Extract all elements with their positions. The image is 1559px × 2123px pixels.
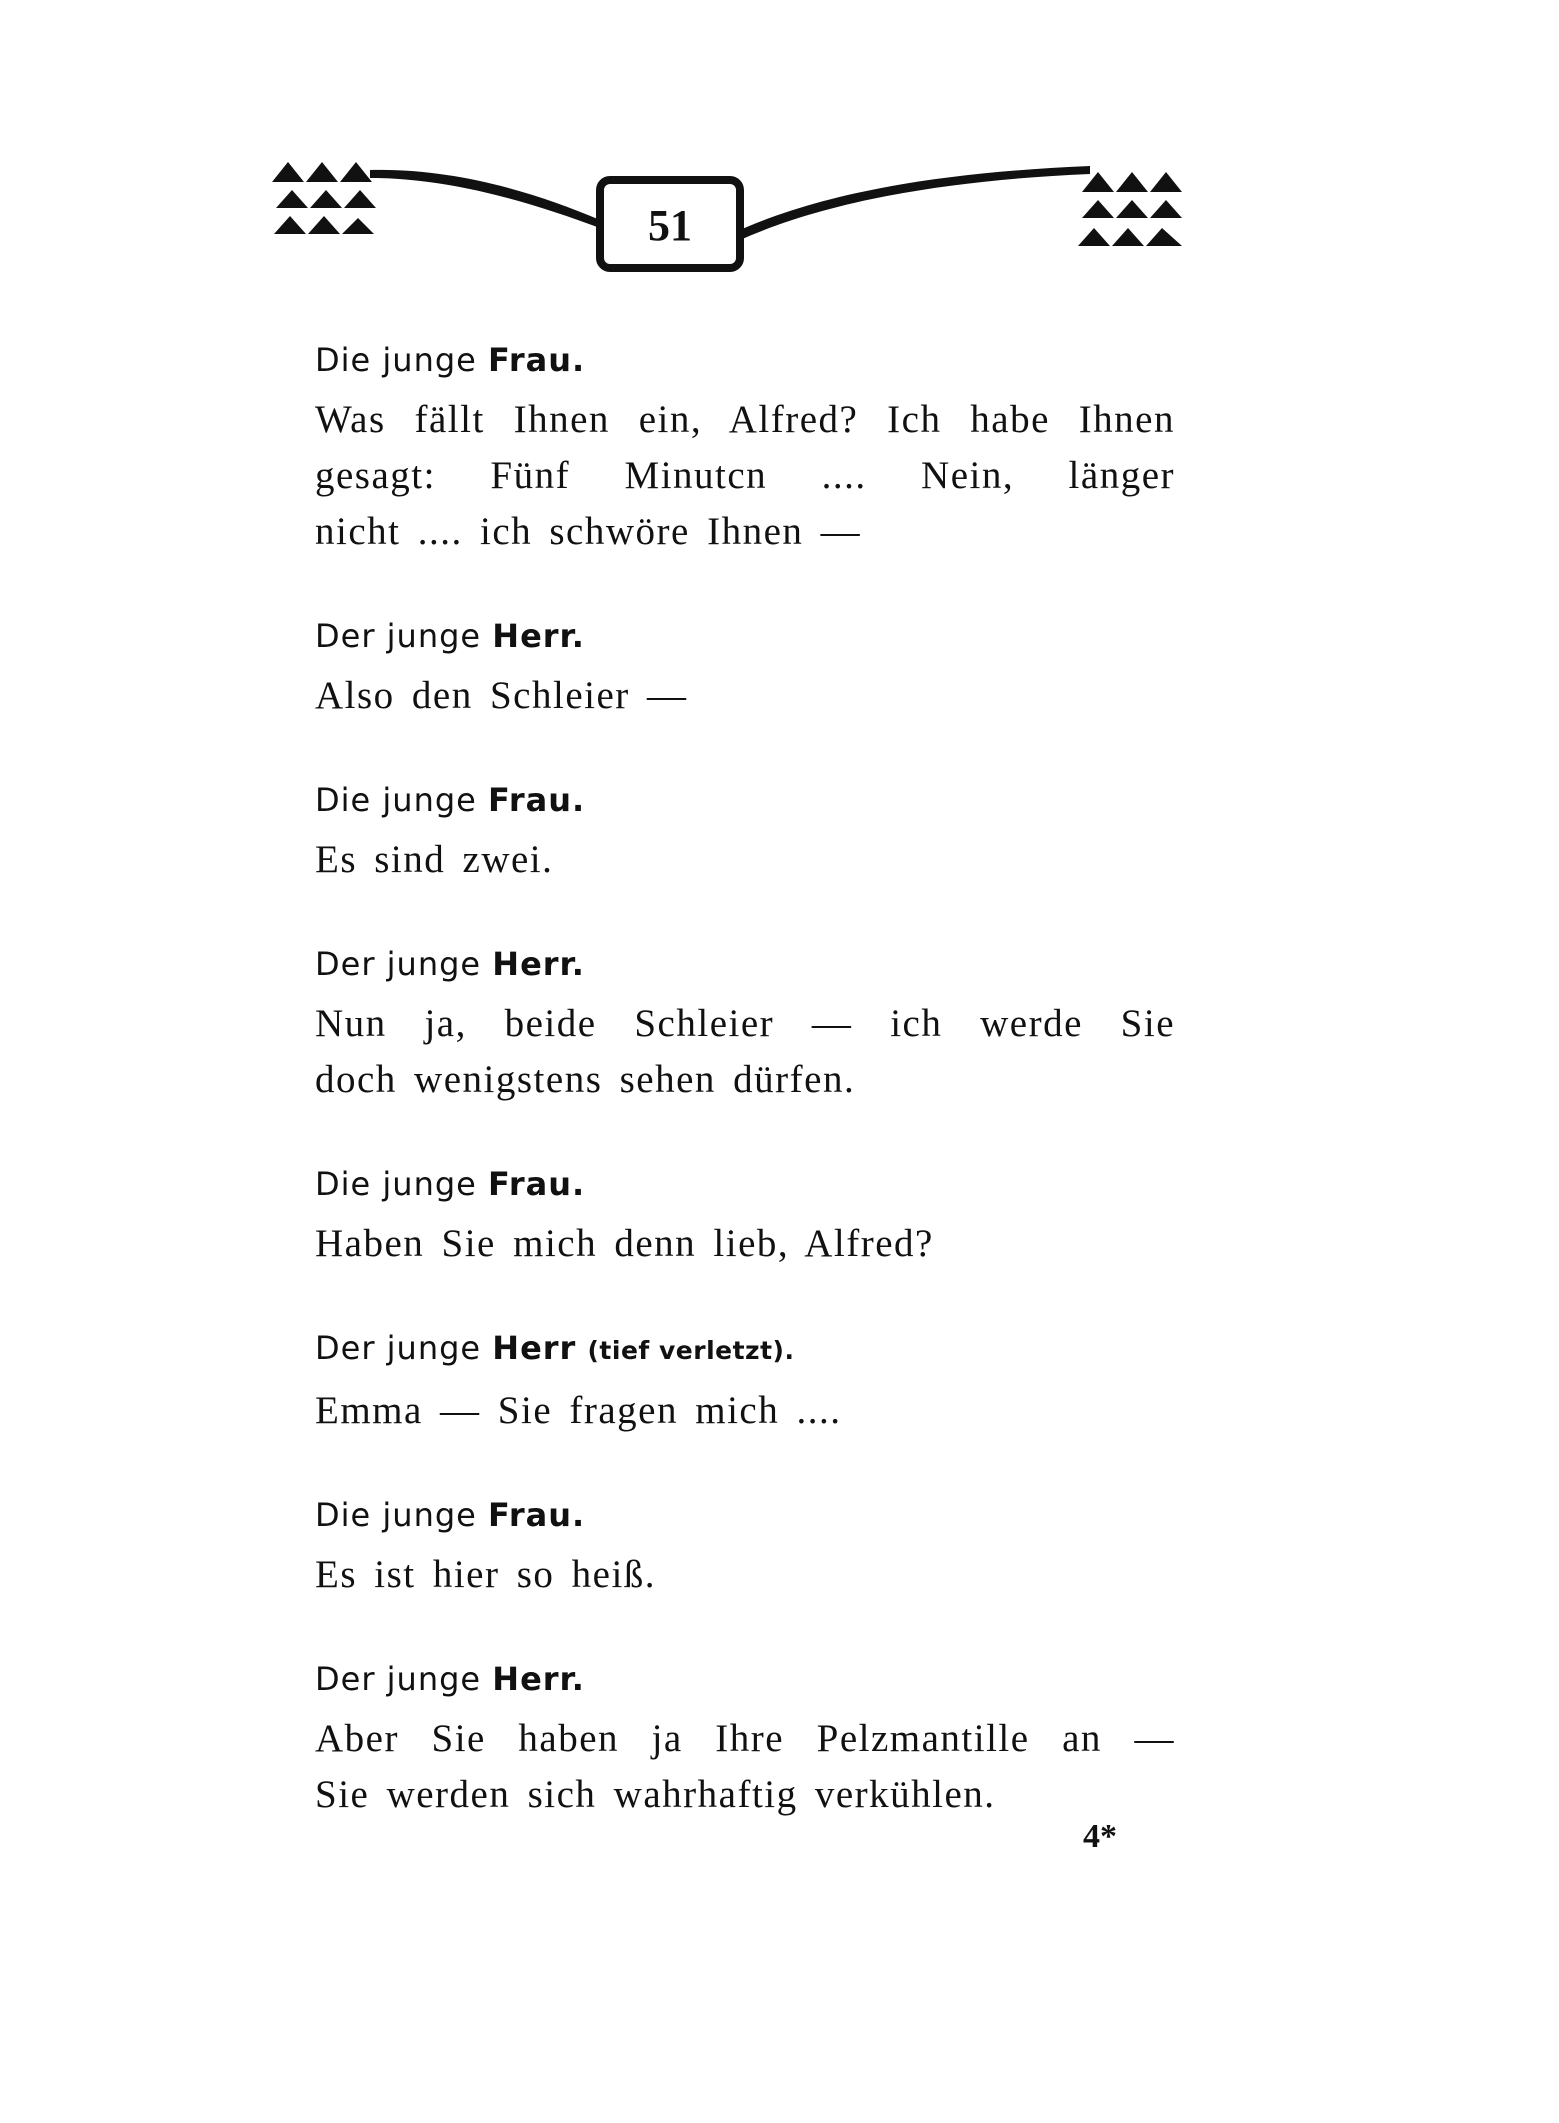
- speaker-prefix: Der junge: [315, 945, 493, 983]
- speaker-prefix: Die junge: [315, 781, 489, 819]
- dialogue-line: doch wenigstens sehen dürfen.: [315, 1058, 856, 1101]
- speaker-name: Herr: [492, 1329, 577, 1367]
- dialogue-line: Also den Schleier —: [315, 674, 688, 717]
- speaker-name: Frau.: [488, 1496, 586, 1534]
- speaker-prefix: Der junge: [315, 1329, 493, 1367]
- dialogue-line: Sie werden sich wahrhaftig verkühlen.: [315, 1773, 996, 1816]
- speaker-prefix: Die junge: [315, 1496, 489, 1534]
- speaker-label: [315, 1495, 1175, 1535]
- speaker-label: [315, 780, 1175, 820]
- dialogue-block-8: [315, 1659, 1175, 1823]
- speaker-prefix: Der junge: [315, 1660, 493, 1698]
- dialogue-line: gesagt: Fünf Minutcn .... Nein, länger: [315, 454, 1175, 497]
- page-number: 51: [648, 201, 692, 250]
- dialogue-line: Nun ja, beide Schleier — ich werde Sie: [315, 1002, 1175, 1045]
- dialogue-block-6: [315, 1328, 1175, 1439]
- stage-direction: (tief verletzt).: [587, 1336, 795, 1365]
- dialogue-block-4: [315, 944, 1175, 1108]
- dialogue-text: [315, 340, 1175, 1879]
- dialogue-line: Haben Sie mich denn lieb, Alfred?: [315, 1222, 934, 1265]
- speaker-name: Herr.: [492, 617, 585, 655]
- speaker-name: Frau.: [488, 341, 586, 379]
- dialogue-block-7: [315, 1495, 1175, 1603]
- dialogue-line: nicht .... ich schwöre Ihnen —: [315, 510, 862, 553]
- ornament-graphic: [270, 160, 1230, 280]
- dialogue-line: Es sind zwei.: [315, 838, 554, 881]
- right-swoosh-line: [740, 166, 1090, 240]
- dialogue-line: Emma — Sie fragen mich ....: [315, 1389, 842, 1432]
- speaker-name: Herr.: [492, 945, 585, 983]
- speaker-label: [315, 1164, 1175, 1204]
- speaker-name: Herr.: [492, 1660, 585, 1698]
- page-header-ornament: [270, 160, 1230, 280]
- speaker-prefix: Der junge: [315, 617, 493, 655]
- dialogue-block-5: [315, 1164, 1175, 1272]
- speaker-prefix: Die junge: [315, 1165, 489, 1203]
- dialogue-block-1: [315, 340, 1175, 560]
- dialogue-line: Aber Sie haben ja Ihre Pelzmantille an —: [315, 1717, 1175, 1760]
- speaker-label: [315, 1659, 1175, 1699]
- speaker-label: [315, 1328, 1175, 1371]
- left-triangle-cluster-icon: [272, 162, 376, 234]
- right-triangle-cluster-icon: [1078, 172, 1182, 246]
- speaker-prefix: Die junge: [315, 341, 489, 379]
- speaker-label: [315, 944, 1175, 984]
- speaker-name: Frau.: [488, 781, 586, 819]
- dialogue-line: Es ist hier so heiß.: [315, 1553, 657, 1596]
- signature-mark: 4*: [1083, 1818, 1117, 1855]
- speaker-label: [315, 616, 1175, 656]
- dialogue-block-3: [315, 780, 1175, 888]
- left-swoosh-line: [370, 170, 600, 228]
- speaker-label: [315, 340, 1175, 380]
- dialogue-line: Was fällt Ihnen ein, Alfred? Ich habe Ihnen: [315, 398, 1175, 441]
- speaker-name: Frau.: [488, 1165, 586, 1203]
- dialogue-block-2: [315, 616, 1175, 724]
